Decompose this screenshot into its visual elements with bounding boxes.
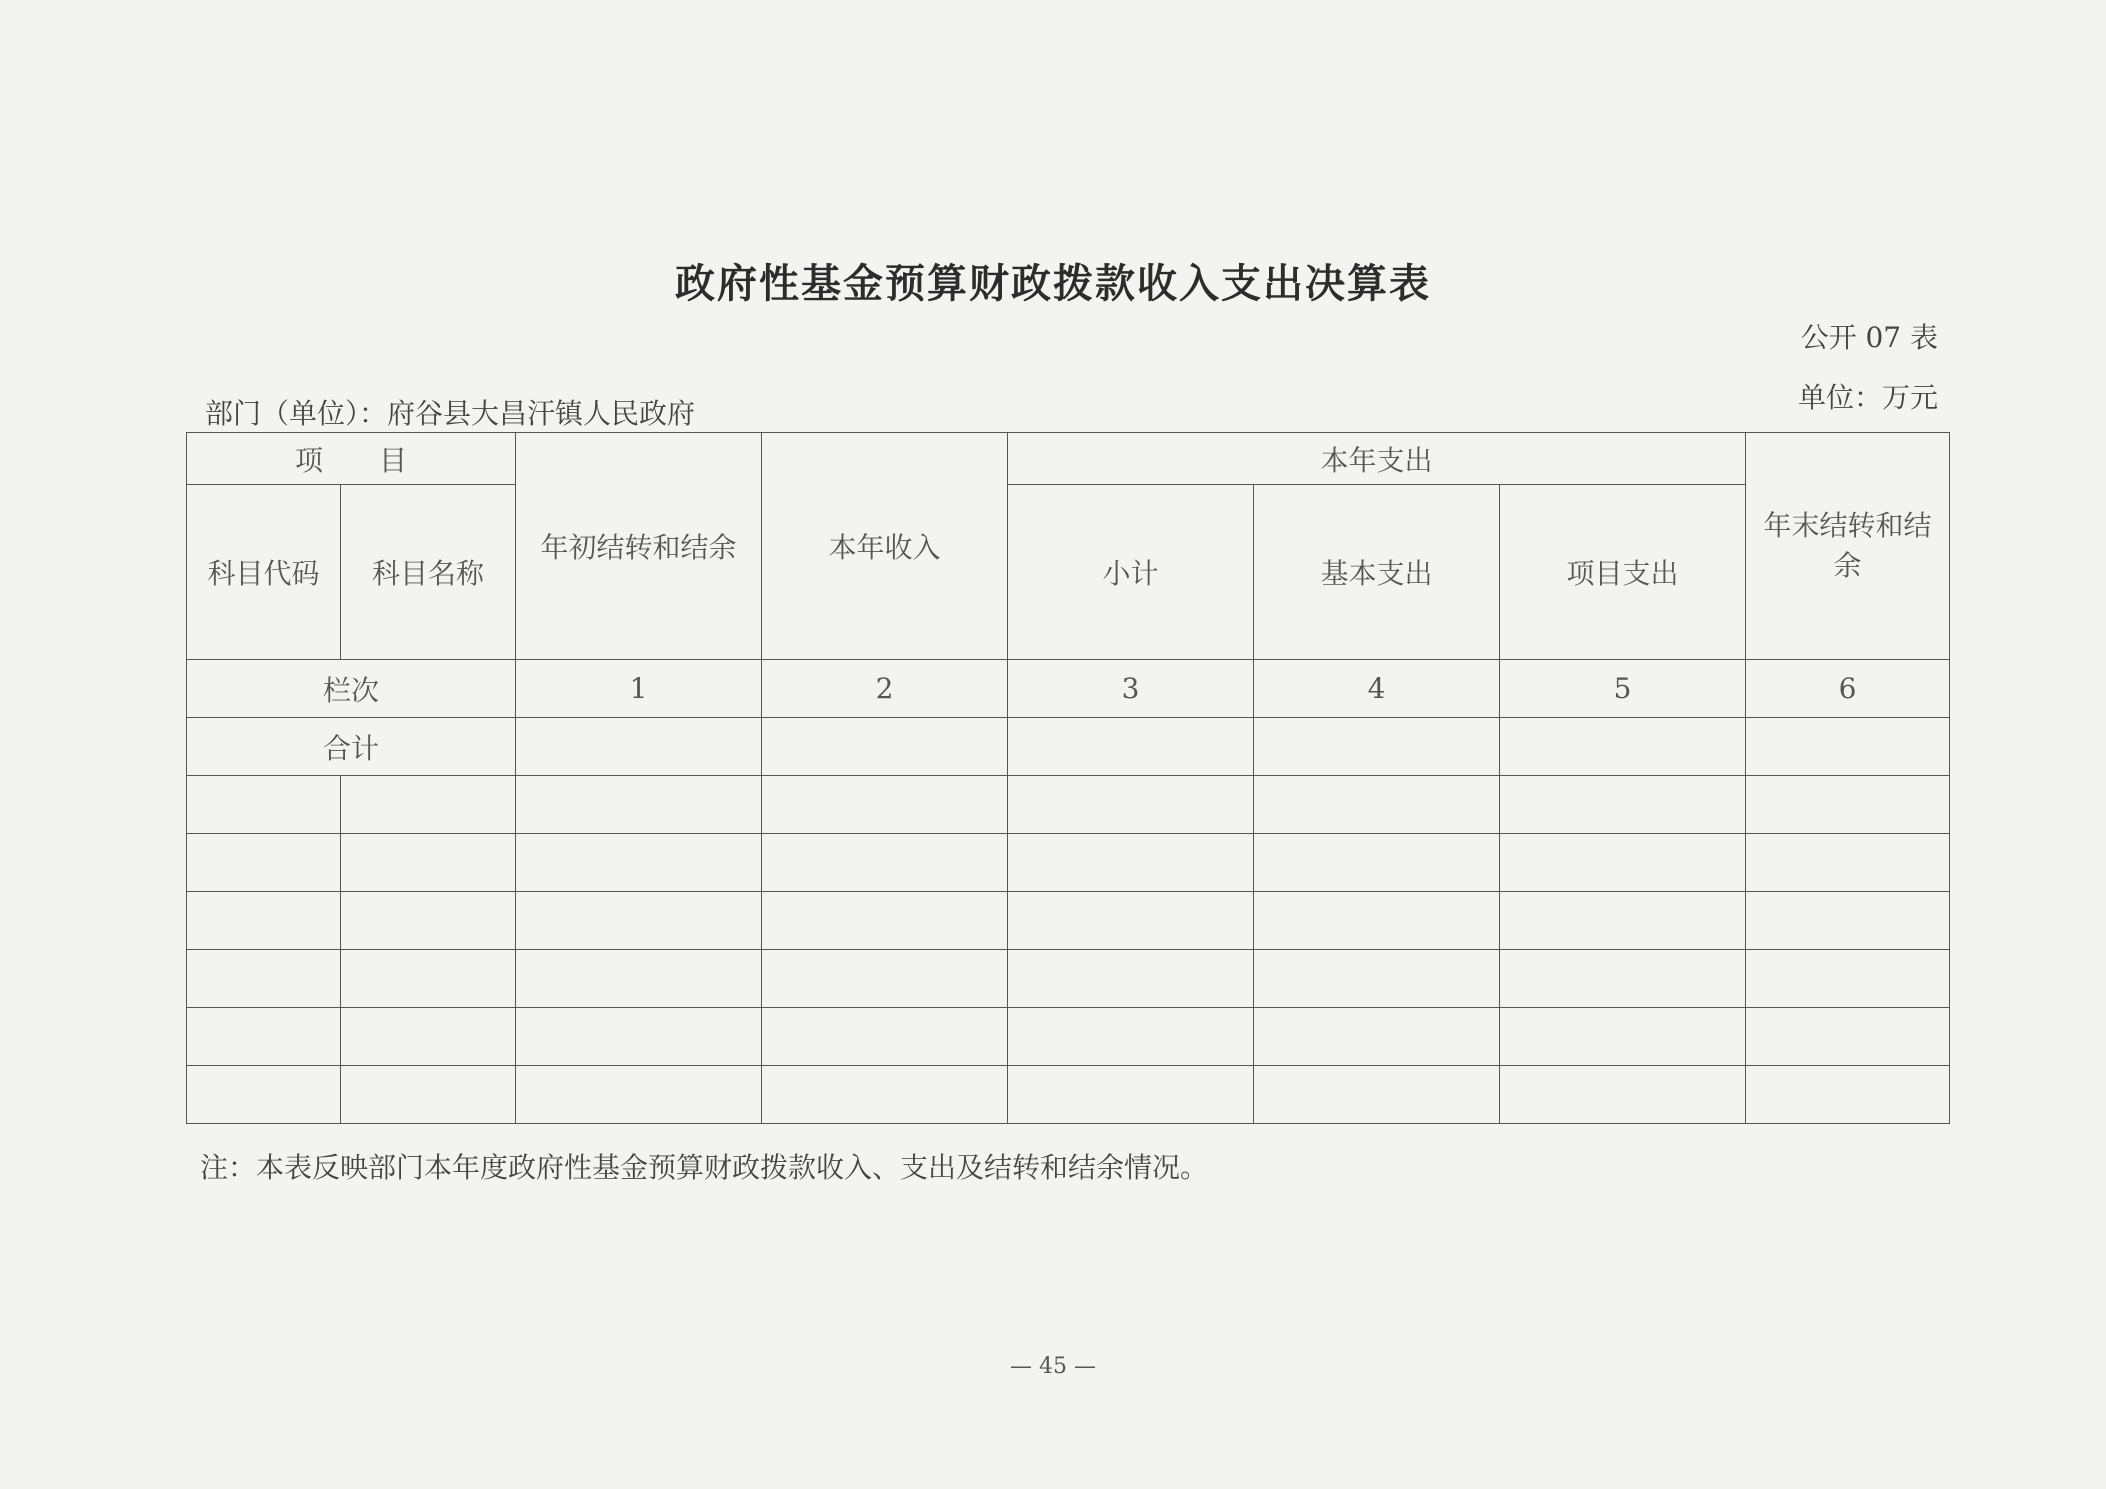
table-cell — [1008, 950, 1254, 1008]
table-cell — [1746, 834, 1950, 892]
table-cell — [1500, 1008, 1746, 1066]
table-cell — [516, 1008, 762, 1066]
column-index-label: 栏次 — [187, 660, 516, 718]
table-row — [187, 776, 1950, 834]
table-cell — [1254, 892, 1500, 950]
table-row — [187, 1008, 1950, 1066]
table-cell — [762, 1008, 1008, 1066]
table-row — [187, 950, 1950, 1008]
table-cell — [187, 1066, 341, 1124]
footnote: 注：本表反映部门本年度政府性基金预算财政拨款收入、支出及结转和结余情况。 — [200, 1151, 1209, 1184]
table-cell — [341, 834, 516, 892]
table-cell — [1746, 776, 1950, 834]
column-index-cell: 5 — [1500, 660, 1746, 718]
header-end-balance: 年末结转和结余 — [1746, 433, 1950, 660]
table-cell — [516, 892, 762, 950]
table-cell — [1008, 718, 1254, 776]
header-subject-code: 科目代码 — [187, 485, 341, 660]
table-cell — [187, 776, 341, 834]
table-row — [187, 1066, 1950, 1124]
table-cell — [516, 834, 762, 892]
header-expense-group: 本年支出 — [1008, 433, 1746, 485]
header-project-expense: 项目支出 — [1500, 485, 1746, 660]
column-index-cell: 3 — [1008, 660, 1254, 718]
table-cell — [1746, 950, 1950, 1008]
unit-label: 单位：万元 — [1797, 381, 1938, 414]
table-cell — [1254, 1066, 1500, 1124]
table-cell — [1746, 1066, 1950, 1124]
table-cell — [1746, 892, 1950, 950]
table-cell — [341, 950, 516, 1008]
total-label: 合计 — [187, 718, 516, 776]
table-cell — [516, 718, 762, 776]
table-row — [187, 892, 1950, 950]
table-cell — [762, 718, 1008, 776]
table-cell — [1008, 892, 1254, 950]
form-number: 公开 07 表 — [1800, 321, 1938, 354]
table-cell — [341, 776, 516, 834]
table-cell — [1500, 892, 1746, 950]
table-cell — [762, 834, 1008, 892]
table-cell — [1500, 1066, 1746, 1124]
table-cell — [341, 892, 516, 950]
table-cell — [1254, 950, 1500, 1008]
table-cell — [187, 892, 341, 950]
table-cell — [516, 950, 762, 1008]
table-cell — [1008, 834, 1254, 892]
table-cell — [1500, 950, 1746, 1008]
table-cell — [1008, 1008, 1254, 1066]
column-index-row — [187, 660, 1950, 718]
column-index-cell: 4 — [1254, 660, 1500, 718]
column-index-cell: 2 — [762, 660, 1008, 718]
table-cell — [1746, 718, 1950, 776]
table-cell — [762, 1066, 1008, 1124]
column-index-cell: 6 — [1746, 660, 1950, 718]
table-cell — [1254, 718, 1500, 776]
table-cell — [341, 1008, 516, 1066]
table-cell — [1254, 1008, 1500, 1066]
table-cell — [1500, 718, 1746, 776]
header-basic-expense: 基本支出 — [1254, 485, 1500, 660]
table-cell — [1500, 776, 1746, 834]
table-cell — [762, 892, 1008, 950]
table-cell — [187, 1008, 341, 1066]
header-subject-name: 科目名称 — [341, 485, 516, 660]
table-cell — [762, 776, 1008, 834]
column-index-cell: 1 — [516, 660, 762, 718]
table-cell — [762, 950, 1008, 1008]
table-cell — [516, 776, 762, 834]
page-number: — 45 — — [1010, 1354, 1096, 1379]
header-begin-balance: 年初结转和结余 — [516, 433, 762, 660]
table-cell — [341, 1066, 516, 1124]
table-cell — [187, 834, 341, 892]
table-cell — [1500, 834, 1746, 892]
header-income: 本年收入 — [762, 433, 1008, 660]
table-cell — [1746, 1008, 1950, 1066]
table-cell — [1254, 776, 1500, 834]
budget-table — [186, 432, 1950, 1124]
table-cell — [187, 950, 341, 1008]
header-subtotal: 小计 — [1008, 485, 1254, 660]
table-cell — [1254, 834, 1500, 892]
header-item: 项 目 — [187, 433, 516, 485]
table-cell — [1008, 1066, 1254, 1124]
department-label: 部门（单位）：府谷县大昌汗镇人民政府 — [205, 397, 696, 430]
table-cell — [516, 1066, 762, 1124]
page-title: 政府性基金预算财政拨款收入支出决算表 — [675, 260, 1431, 307]
table-cell — [1008, 776, 1254, 834]
total-row — [187, 718, 1950, 776]
table-row — [187, 834, 1950, 892]
